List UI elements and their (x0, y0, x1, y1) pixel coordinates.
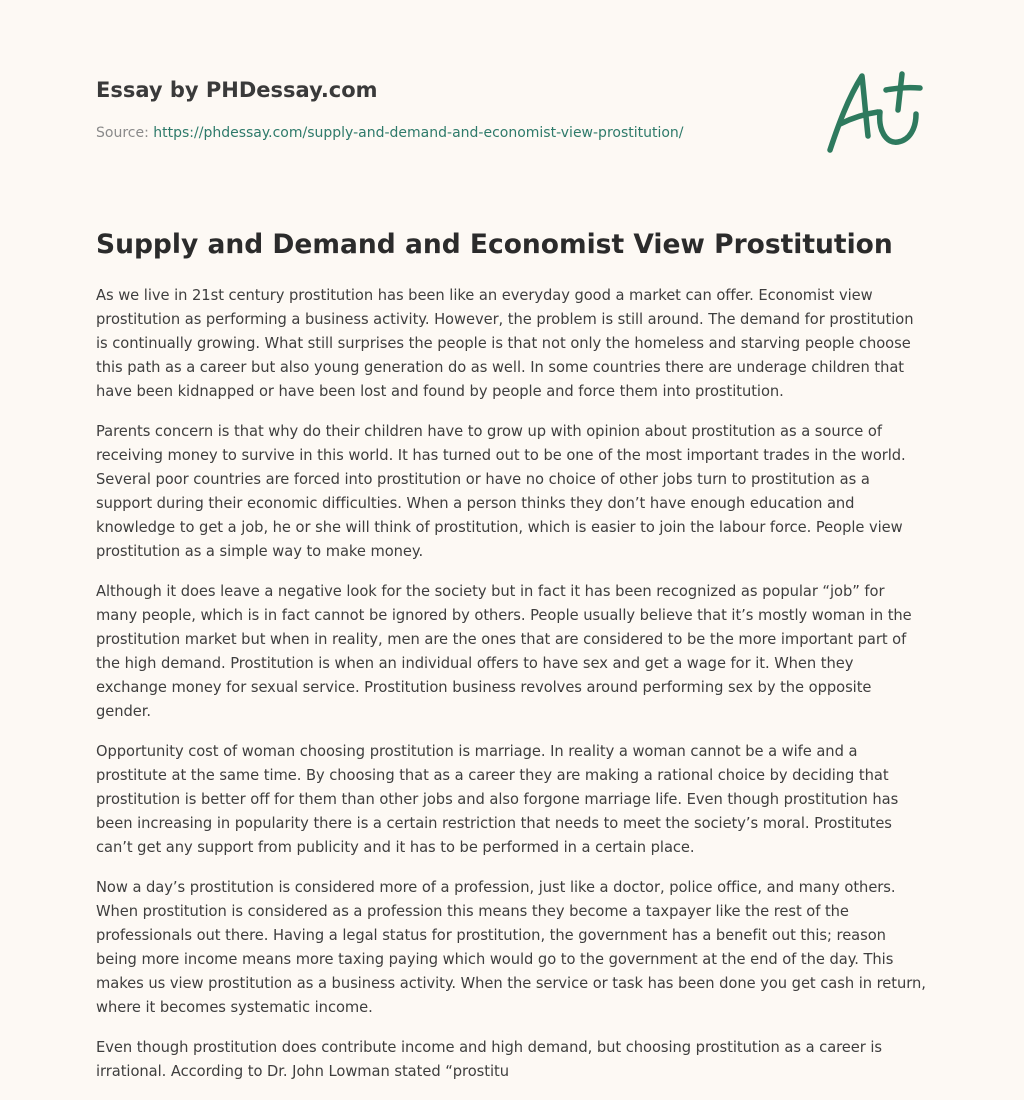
essay-paragraph: Even though prostitution does contribute income and high demand, but choosing prostitution as a career is irrational. According to Dr. John Lowman stated “prostitu (96, 1039, 883, 1080)
essay-paragraph: Parents concern is that why do their children have to grow up with opinion about prostitution as a source of receiving money to survive in this world. It has turned out to be one of the most important trades in the world. Several poor countries are forced into prostitution or have no choice of other jobs turn to prostitution as a support during their economic difficulties. When a person thinks they don’t have enough education and knowledge to get a job, he or she will think of prostitution, which is easier to join the labour force. People view prostitution as a simple way to make money. (96, 423, 906, 560)
essay-body (96, 284, 928, 1100)
source-line (96, 122, 684, 144)
source-label: Source: (96, 125, 154, 141)
essay-paragraph: Opportunity cost of woman choosing prostitution is marriage. In reality a woman cannot be a wife and a prostitute at the same time. By choosing that as a career they are making a rational choice by deciding that prostitution is better off for them than other jobs and also forgone marriage life. Even though prostitution has been increasing in popularity there is a certain restriction that needs to meet the society’s moral. Prostitutes can’t get any support from publicity and it has to be performed in a certain place. (96, 743, 899, 856)
site-title: Essay by PHDessay.com (96, 78, 378, 102)
essay-paragraph: Now a day’s prostitution is considered more of a profession, just like a doctor, police office, and many others. When prostitution is considered as a profession this means they become a taxpayer like the rest of the professionals out there. Having a legal status for prostitution, the government has a benefit out this; reason being more income means more taxing paying which would go to the government at the end of the day. This makes us view prostitution as a business activity. When the service or task has been done you get cash in return, where it becomes systematic income. (96, 879, 926, 1016)
essay-title: Supply and Demand and Economist View Prostitution (96, 229, 893, 260)
a-plus-logo-icon (824, 68, 928, 164)
essay-page (96, 0, 928, 1100)
source-link[interactable]: https://phdessay.com/supply-and-demand-and-economist-view-prostitution/ (153, 125, 684, 141)
essay-paragraph: As we live in 21st century prostitution has been like an everyday good a market can offer. Economist view prostitution as performing a business activity. However, the problem is still around. The demand for prostitution is continually growing. What still surprises the people is that not only the homeless and starving people choose this path as a career but also young generation do as well. In some countries there are underage children that have been kidnapped or have been lost and found by people and force them into prostitution. (96, 287, 914, 400)
essay-paragraph: Although it does leave a negative look for the society but in fact it has been recognized as popular “job” for many people, which is in fact cannot be ignored by others. People usually believe that it’s mostly woman in the prostitution market but when in reality, men are the ones that are considered to be the more important part of the high demand. Prostitution is when an individual offers to have sex and get a wage for it. When they exchange money for sexual service. Prostitution business revolves around performing sex by the opposite gender. (96, 583, 912, 720)
site-header (96, 74, 928, 174)
